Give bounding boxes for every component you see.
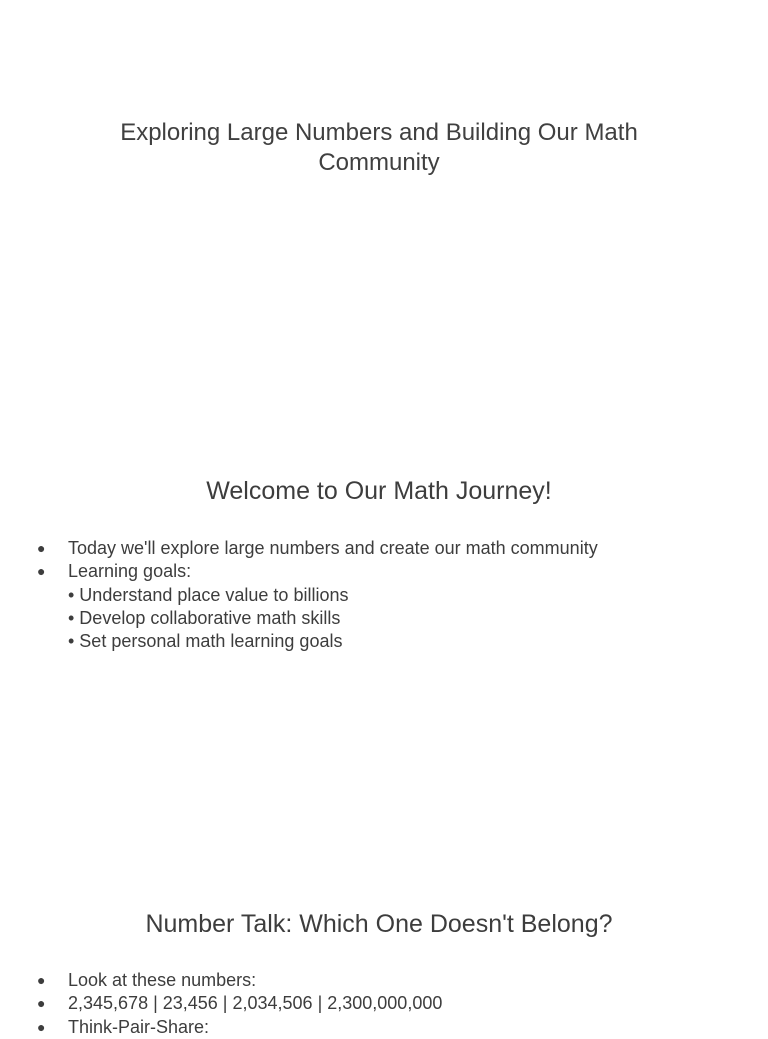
bullet-dot-icon: ● [37,563,46,580]
list-item [0,537,600,560]
page-title: Exploring Large Numbers and Building Our Math Community [120,119,638,176]
bullet-list-welcome [0,537,600,653]
bullet-list-number-talk [0,969,600,1039]
list-item-text: Look at these numbers: [68,970,257,990]
list-item-text: Think-Pair-Share: [68,1016,210,1037]
slide-heading-welcome: Welcome to Our Math Journey! [206,477,552,505]
bullet-dot-icon: ● [37,540,46,556]
learning-goal-line: • Develop collaborative math skills [68,607,341,628]
list-item [0,560,600,653]
list-item-text: Today we'll explore large numbers and create our math community [68,538,598,558]
slide-heading-number-talk: Number Talk: Which One Doesn't Belong? [145,910,613,938]
list-item [0,992,600,1015]
list-item-text: Learning goals: [68,561,192,582]
bullet-dot-icon: ● [37,1018,46,1035]
learning-goal-line: • Set personal math learning goals [68,631,343,652]
list-item [0,1016,600,1039]
bullet-dot-icon: ● [37,972,46,988]
bullet-dot-icon: ● [37,995,46,1012]
list-item [0,969,600,992]
learning-goal-line: • Understand place value to billions [68,584,349,605]
list-item-text: 2,345,678 | 23,456 | 2,034,506 | 2,300,000,000 [68,993,443,1014]
